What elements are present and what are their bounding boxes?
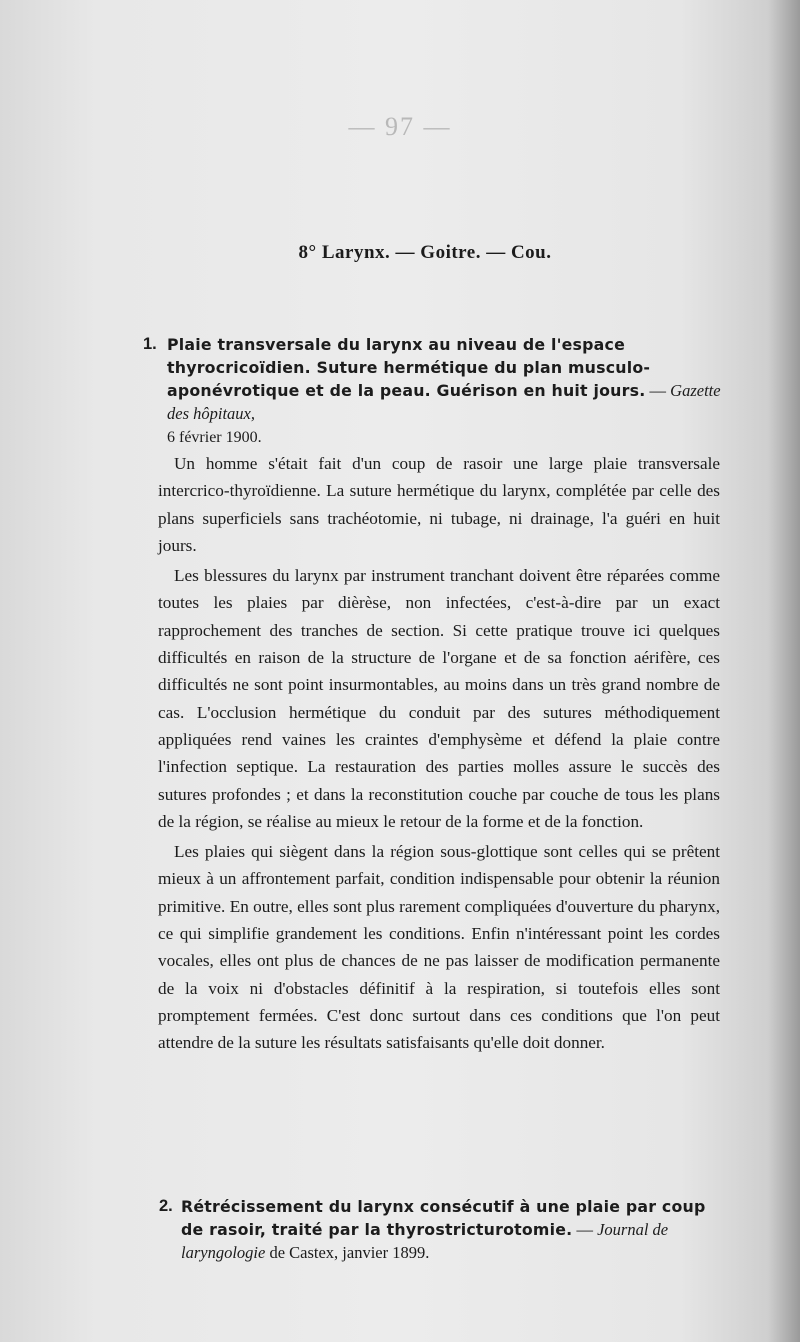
- section-heading: 8° Larynx. — Goitre. — Cou.: [298, 242, 552, 263]
- page-number: — 97 —: [348, 112, 452, 141]
- paragraph: Les blessures du larynx par instrument tranchant doivent être réparées comme toutes les plaies par dièrèse, non infectées, c'est-à-dire par un exact rapprochement des tranches de section. Si cette pratique trouve ici quelques difficultés en raison de la structure de l'organe et de sa fonction aérifère, ces difficultés ne sont point insurmontables, au moins dans un très grand nombre de cas. L'occlusion hermétique du conduit par des sutures méthodiquement appliquées rend vaines les craintes d'emphysème et défend la plaie contre l'infection septique. La restauration des parties molles assure le succès des sutures profondes ; et dans la reconstitution couche par couche de tous les plans de la région, se réalise au mieux le retour de la forme et de la fonction.: [158, 566, 720, 831]
- entry-number: 2.: [159, 1197, 173, 1215]
- entry-source: Gazette des hôpitaux,: [167, 381, 721, 423]
- entry-2: [143, 1195, 721, 1264]
- entry-dash: —: [645, 381, 671, 400]
- entry-1: [143, 333, 721, 449]
- entry-source: Journal de laryngologie: [181, 1220, 669, 1262]
- entry-title: Plaie transversale du larynx au niveau de l'espace thyrocricoïdien. Suture hermétique du plan musculo-aponévrotique et de la peau. Guérison en huit jours.: [167, 335, 651, 400]
- entry-dash: —: [572, 1220, 598, 1239]
- paragraph: Un homme s'était fait d'un coup de rasoir une large plaie transversale intercrico-thyroïdienne. La suture hermétique du larynx, complétée par celle des plans superficiels sans trachéotomie, ni tubage, ni drainage, l'a guéri en huit jours.: [158, 454, 720, 555]
- body-text: [158, 450, 720, 1057]
- paragraph: Les plaies qui siègent dans la région sous-glottique sont celles qui se prêtent mieux à un affrontement parfait, condition indispensable pour obtenir la réunion primitive. En outre, elles sont plus rarement compliquées d'ouverture du pharynx, ce qui simplifie grandement les conditions. Enfin n'intéressant point les cordes vocales, elles ont plus de chances de ne pas laisser de modification permanente de la voix ni d'obstacles définitif à la respiration, si toutefois elles sont promptement fermées. C'est donc surtout dans ces conditions que l'on peut attendre de la suture les résultats satisfaisants qu'elle doit donner.: [158, 842, 720, 1053]
- entry-number: 1.: [143, 335, 157, 353]
- entry-title: Rétrécissement du larynx consécutif à une plaie par coup de rasoir, traité par la thyrostricturotomie.: [181, 1197, 706, 1239]
- entry-date: 6 février 1900.: [167, 429, 262, 446]
- entry-source-after: de Castex, janvier 1899.: [265, 1243, 430, 1262]
